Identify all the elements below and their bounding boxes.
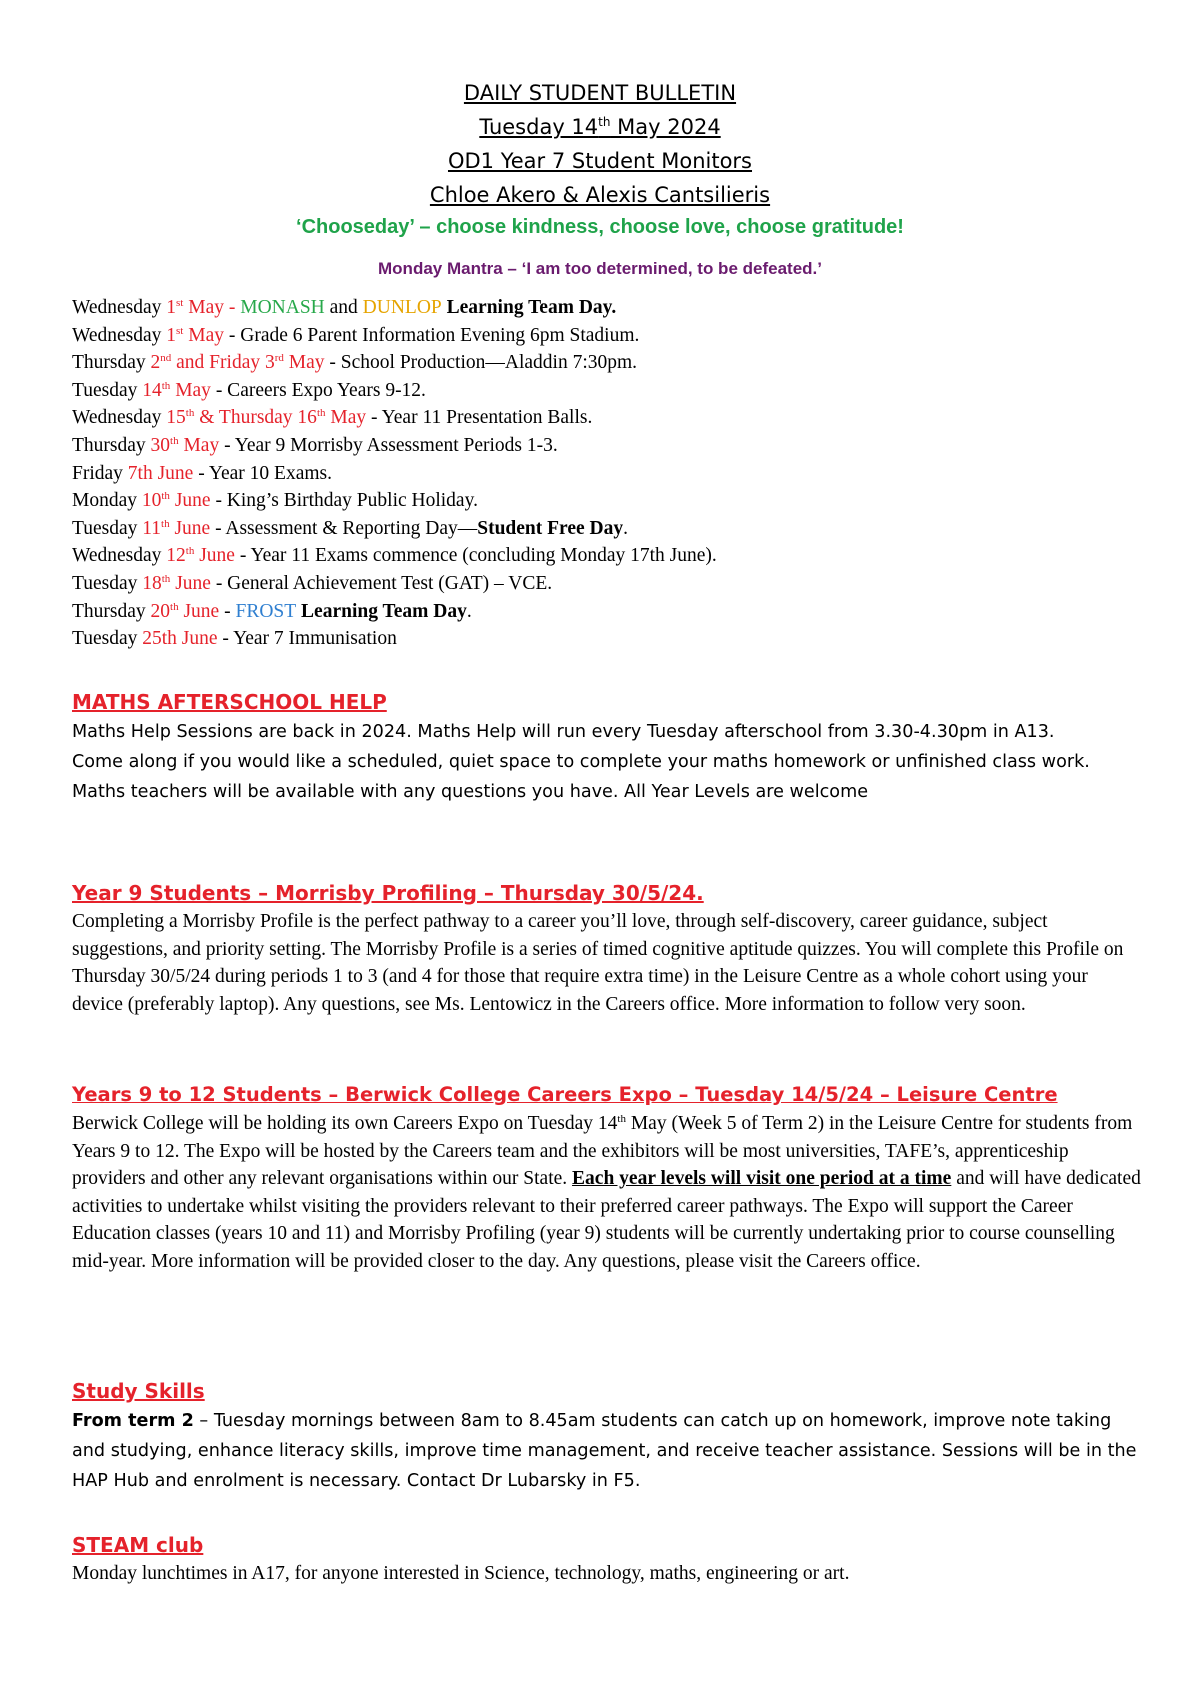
careers-expo-section [72,1080,1142,1276]
date-row: Friday 7th June - Year 10 Exams. [72,462,332,484]
morrisby-heading: Year 9 Students – Morrisby Profiling – Thursday 30/5/24. [72,881,704,905]
morrisby-paragraph: Completing a Morrisby Profile is the perfect pathway to a career you’ll love, through self-discovery, career guidance, subject suggestions, and priority setting. The Morrisby Profile is a series of timed cognitive aptitude quizzes. You will complete this Profile on Thursday 30/5/24 during periods 1 to 3 (and 4 for those that require extra time) in the Leisure Centre as a whole cohort using your device (preferably laptop). Any questions, see Ms. Lentowicz in the Careers office. More information to follow very soon. [72,911,1124,1015]
date-row: Thursday 2nd and Friday 3rd May - School Production—Aladdin 7:30pm. [72,352,638,374]
maths-help-paragraph: Come along if you would like a scheduled, quiet space to complete your maths homework or unfinished class work. Maths teachers will be available with any questions you have. All Year Levels are welcome [72,752,1090,802]
steam-club-heading: STEAM club [72,1533,204,1557]
steam-club-paragraph: Monday lunchtimes in A17, for anyone interested in Science, technology, maths, engineering or art. [72,1563,850,1584]
study-skills-section [72,1376,1142,1496]
monitors-line: OD1 Year 7 Student Monitors [447,149,753,173]
date-row: Tuesday 14th May - Careers Expo Years 9-12. [72,379,426,401]
study-skills-heading: Study Skills [72,1379,205,1403]
maths-help-heading: MATHS AFTERSCHOOL HELP [72,690,387,714]
monitors-names: Chloe Akero & Alexis Cantsilieris [429,183,771,207]
date-row: Tuesday 18th June - General Achievement Test (GAT) – VCE. [72,572,553,594]
date-row: Wednesday 15th & Thursday 16th May - Year 11 Presentation Balls. [72,407,593,429]
morrisby-section [72,878,1142,1018]
date-row: Tuesday 25th June - Year 7 Immunisation [72,628,397,650]
bulletin-header [0,76,1200,282]
monday-mantra: Monday Mantra – ‘I am too determined, to be defeated.’ [378,259,822,278]
date-row: Wednesday 12th June - Year 11 Exams commence (concluding Monday 17th June). [72,545,717,567]
careers-expo-heading: Years 9 to 12 Students – Berwick College Careers Expo – Tuesday 14/5/24 – Leisure Centre [72,1083,1058,1106]
chooseday-slogan: ‘Chooseday’ – choose kindness, choose love, choose gratitude! [296,216,904,238]
bulletin-date: Tuesday 14th May 2024 [479,115,721,139]
date-row: Tuesday 11th June - Assessment & Reporting Day—Student Free Day. [72,517,629,539]
study-skills-paragraph: From term 2 – Tuesday mornings between 8am to 8.45am students can catch up on homework, improve note taking and studying, enhance literacy skills, improve time management, and receive teacher assistance. Sessions will be in the HAP Hub and enrolment is necessary. Contact Dr Lubarsky in F5. [72,1411,1137,1491]
maths-help-paragraph: Maths Help Sessions are back in 2024. Maths Help will run every Tuesday afterschool from 3.30-4.30pm in A13. [72,722,1055,742]
bulletin-title: DAILY STUDENT BULLETIN [463,81,737,105]
careers-expo-paragraph: Berwick College will be holding its own Careers Expo on Tuesday 14th May (Week 5 of Term 2) in the Leisure Centre for students from Years 9 to 12. The Expo will be hosted by the Careers team and the exhibitors will be most universities, TAFE’s, apprenticeship providers and other any relevant organisations within our State. Each year levels will visit one period at a time and will have dedicated activities to undertake whilst visiting the providers relevant to their preferred career pathways. The Expo will support the Career Education classes (years 10 and 11) and Morrisby Profiling (year 9) students will be currently undertaking prior to course counselling mid-year. More information will be provided closer to the day. Any questions, please visit the Careers office. [72,1113,1141,1272]
key-dates-list [72,294,1132,653]
date-row: Wednesday 1st May - MONASH and DUNLOP Learning Team Day. [72,297,617,318]
maths-help-section [72,687,1142,807]
date-row: Monday 10th June - King’s Birthday Public Holiday. [72,490,478,512]
date-row: Thursday 30th May - Year 9 Morrisby Assessment Periods 1-3. [72,434,558,456]
date-row: Thursday 20th June - FROST Learning Team Day. [72,600,472,622]
steam-club-section [72,1530,1142,1588]
date-row: Wednesday 1st May - Grade 6 Parent Information Evening 6pm Stadium. [72,324,640,346]
